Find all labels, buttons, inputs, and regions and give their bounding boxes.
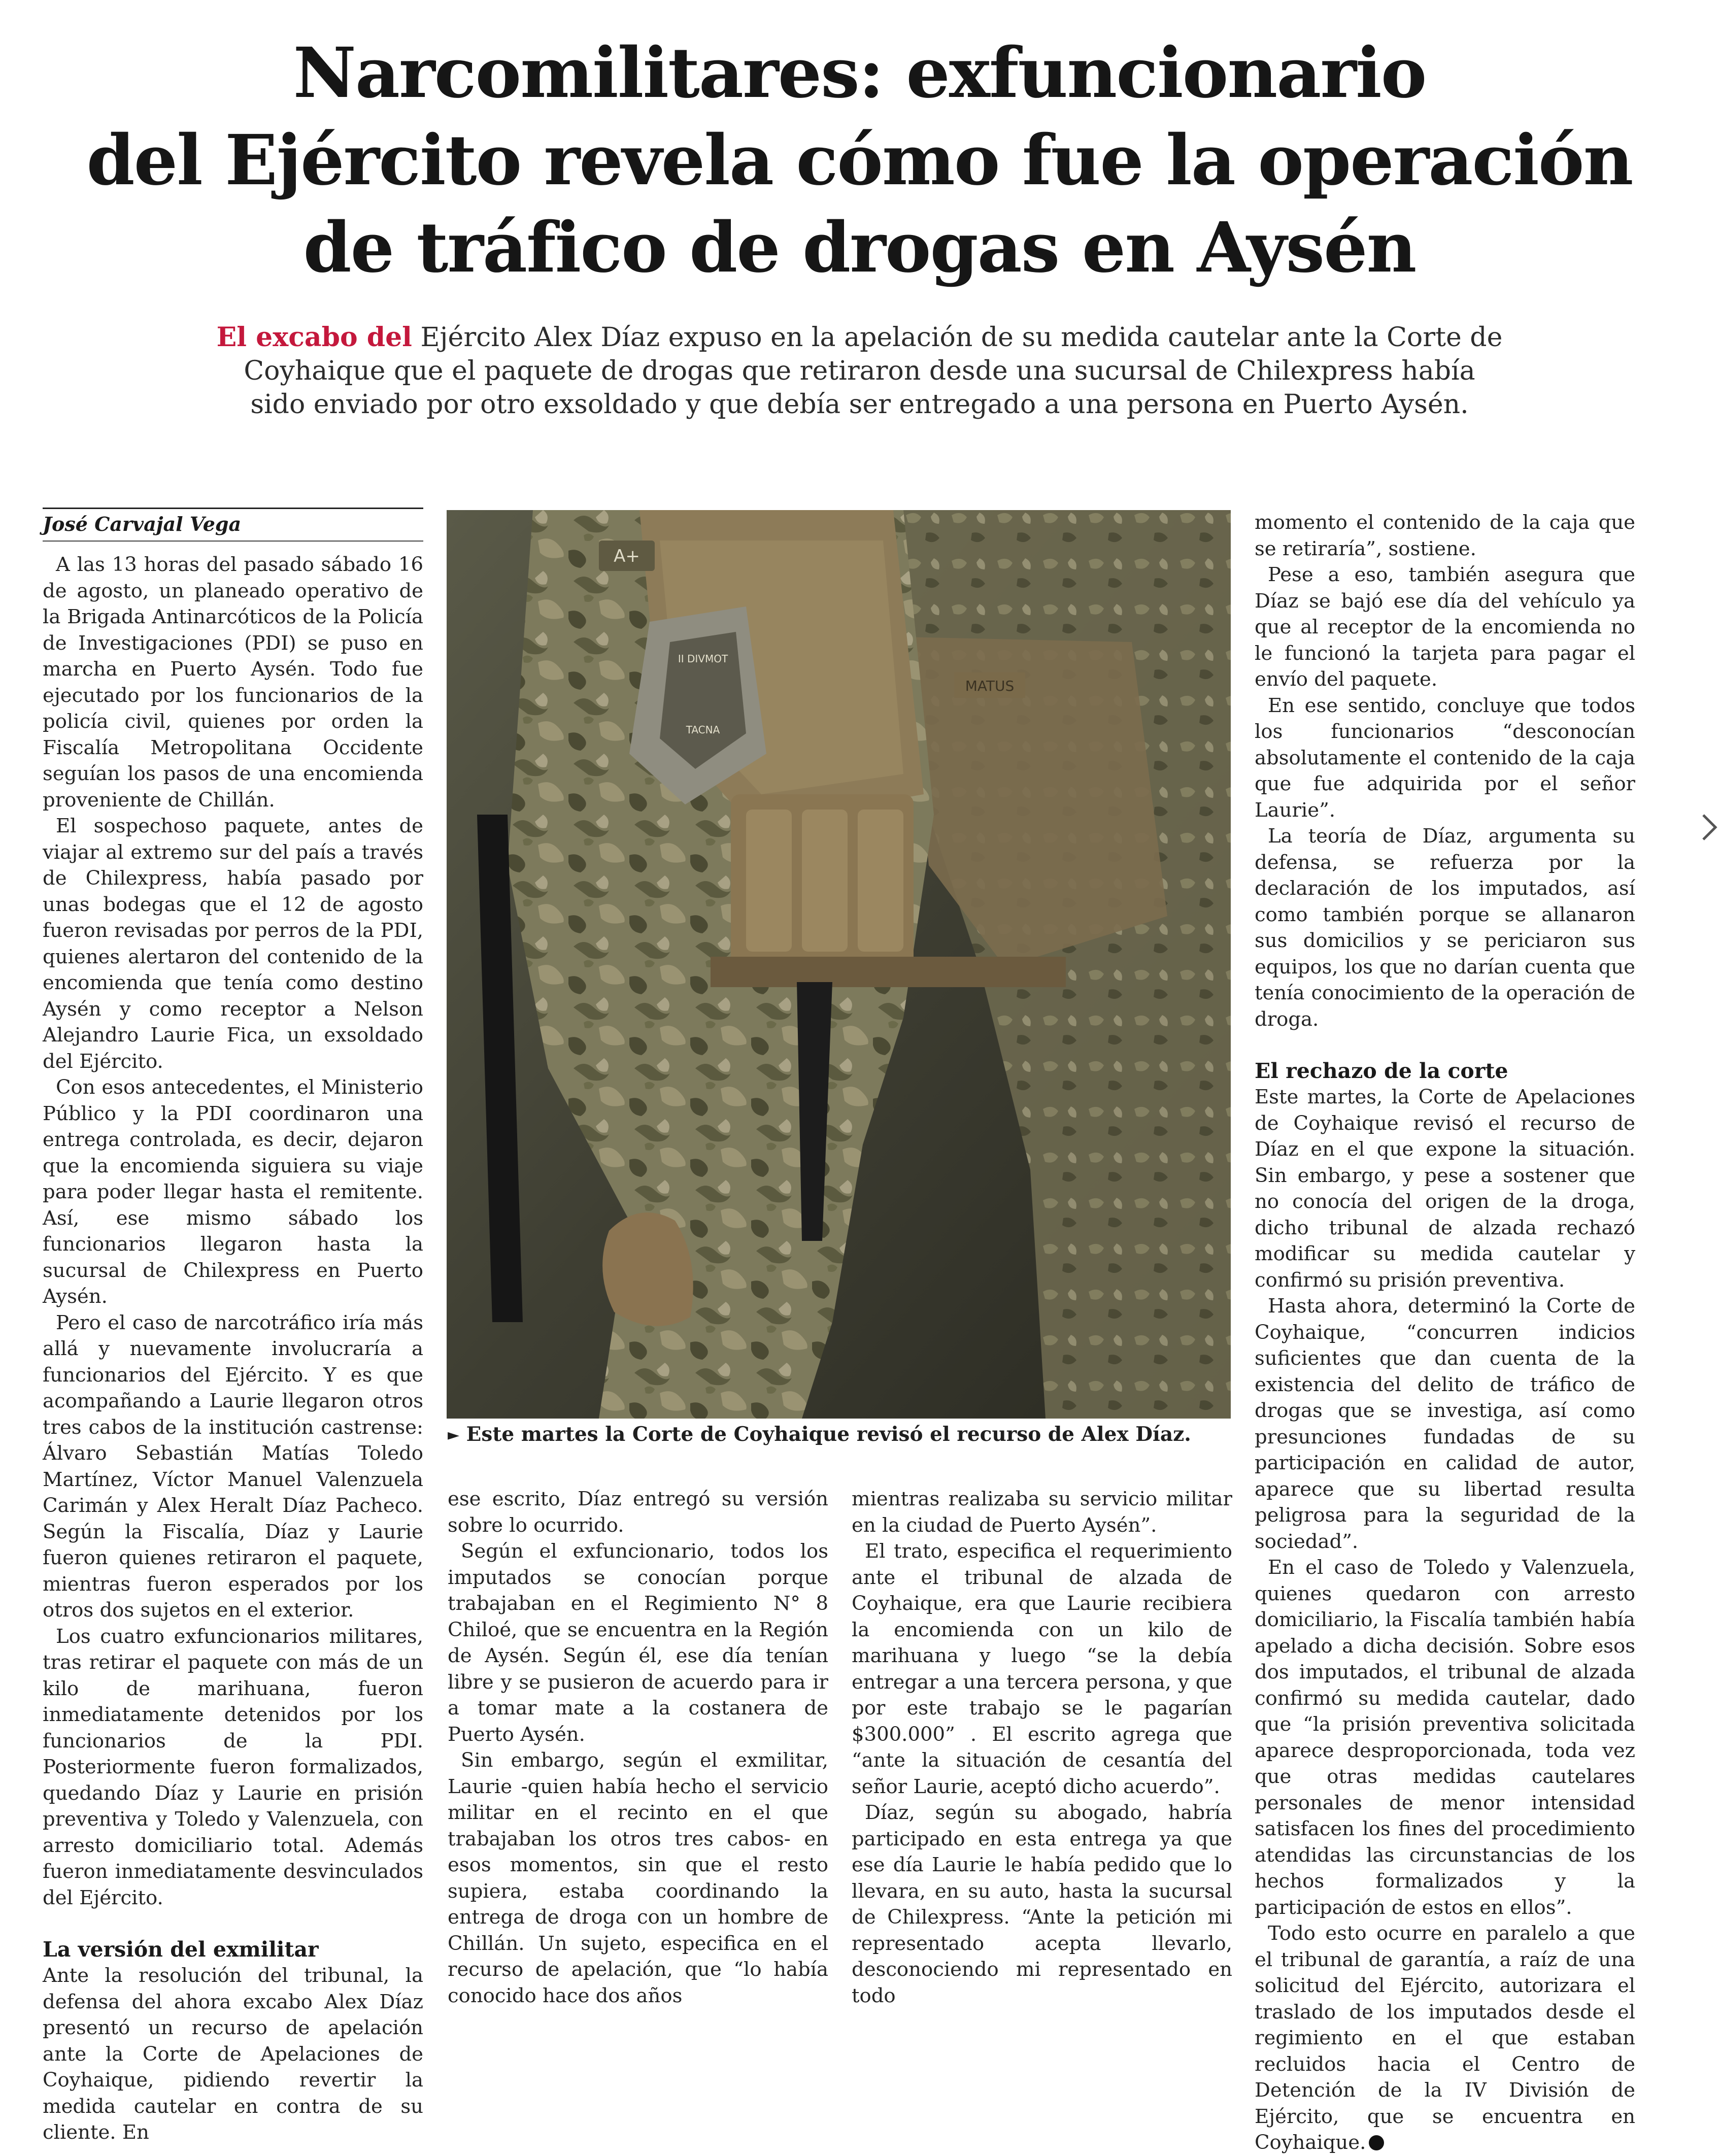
- headline: [51, 29, 1668, 291]
- byline: José Carvajal Vega: [43, 508, 423, 542]
- paragraph: La teoría de Díaz, argumenta su defensa, se refuerza por la declaración de los imputados, así como también porque se allanaron sus domicilios y se periciaron sus equipos, los que no darían cuenta que tenía conocimiento de la operación de droga.: [1255, 825, 1635, 1031]
- headline-line-2: del Ejército revela cómo fue la operación: [86, 120, 1633, 201]
- article-column-4: [1255, 510, 1635, 2156]
- paragraph: El sospechoso paquete, antes de viajar al extremo sur del país a través de Chilexpress, había pasado por unas bodegas que el 12 de agosto fueron revisadas por perros de la PDI, quienes alertaron del contenido de la encomienda que tenía como destino Aysén y como receptor a Nelson Alejandro Laurie Fica, un exsoldado del Ejército.: [43, 815, 423, 1073]
- headline-line-1: Narcomilitares: exfuncionario: [293, 32, 1426, 114]
- paragraph: En el caso de Toledo y Valenzuela, quienes quedaron con arresto domiciliario, la Fiscalía también había apelado a dicha decisión. Sobre esos dos imputados, el tribunal de alzada confirmó su medida cautelar, dado que “la prisión preventiva solicitada aparece desproporcionada, toda vez que otras medidas cautelares personales de menor intensidad satisfacen los fines del procedimiento atendidas las circunstancias de los hechos formalizados y la participación de estos en ellos”.: [1255, 1556, 1635, 1919]
- photo-caption: [448, 1421, 1232, 1448]
- chevron-right-icon[interactable]: [1700, 812, 1718, 843]
- lead-paragraph: [213, 321, 1506, 421]
- headline-line-3: de tráfico de drogas en Aysén: [303, 207, 1416, 288]
- paragraph: Los cuatro exfuncionarios militares, tras retirar el paquete con más de un kilo de marihuana, fueron inmediatamente detenidos por los funcionarios de la PDI. Posteriormente fueron formalizados, quedando Díaz y Laurie en prisión preventiva y Toledo y Valenzuela, con arresto domiciliario total. Además fueron inmediatamente desvinculados del Ejército.: [43, 1625, 423, 1909]
- patch-blood-type: A+: [614, 546, 640, 566]
- paragraph: Hasta ahora, determinó la Corte de Coyhaique, “concurren indicios suficientes que dan cuenta de la existencia del delito de tráfico de drogas que se investiga, así como presunciones fundadas de su participación en calidad de autor, aparece que su libertad resulta peligrosa para la seguridad de la sociedad”.: [1255, 1295, 1635, 1553]
- paragraph: [1255, 1921, 1635, 2156]
- name-tape: MATUS: [965, 678, 1015, 694]
- paragraph: Pese a eso, también asegura que Díaz se bajó ese día del vehículo ya que al receptor de la encomienda no le funcionó la tarjeta para pagar el envío del paquete.: [1255, 563, 1635, 691]
- paragraph: Con esos antecedentes, el Ministerio Público y la PDI coordinaron una entrega controlada, es decir, dejaron que la encomienda siguiera su viaje para poder llegar hasta el remitente. Así, ese mismo sábado los funcionarios llegaron hasta la sucursal de Chilexpress en Puerto Aysén.: [43, 1076, 423, 1308]
- article-column-1: [43, 508, 423, 2146]
- lead-text: Ejército Alex Díaz expuso en la apelación de su medida cautelar ante la Corte de Coyhaique que el paquete de drogas que retiraron desde una sucursal de Chilexpress había sido enviado por otro exsoldado y que debía ser entregado a una persona en Puerto Aysén.: [244, 322, 1503, 420]
- paragraph: mientras realizaba su servicio militar en la ciudad de Puerto Aysén”.: [852, 1488, 1232, 1537]
- paragraph: momento el contenido de la caja que se retiraría”, sostiene.: [1255, 511, 1635, 560]
- article-photo: [447, 510, 1231, 1419]
- paragraph: El trato, especifica el requerimiento ante el tribunal de alzada de Coyhaique, era que Laurie recibiera la encomienda con un kilo de marihuana y luego “se la debía entregar a una tercera persona, y que por este trabajo se le pagarían $300.000” . El escrito agrega que “ante la situación de cesantía del señor Laurie, aceptó dicho acuerdo”.: [852, 1540, 1232, 1798]
- svg-text:II DIVMOT: II DIVMOT: [678, 653, 728, 665]
- svg-text:TACNA: TACNA: [686, 724, 720, 736]
- article-column-3: [852, 1486, 1232, 2009]
- caption-text: Este martes la Corte de Coyhaique revisó el recurso de Alex Díaz.: [466, 1423, 1191, 1446]
- subheading: El rechazo de la corte: [1255, 1059, 1508, 1083]
- paragraph: A las 13 horas del pasado sábado 16 de agosto, un planeado operativo de la Brigada Antinarcóticos de la Policía de Investigaciones (PDI) se puso en marcha en Puerto Aysén. Todo fue ejecutado por los funcionarios de la policía civil, quienes por orden la Fiscalía Metropolitana Occidente seguían los pasos de una encomienda proveniente de Chillán.: [43, 553, 423, 812]
- paragraph: Según el exfuncionario, todos los imputados se conocían porque trabajaban en el Regimiento N° 8 Chiloé, que se encuentra en la Región de Aysén. Según él, ese día tenían libre y se pusieron de acuerdo para ir a tomar mate a la costanera de Puerto Aysén.: [448, 1540, 828, 1746]
- article-column-2: [448, 1486, 828, 2009]
- caption-marker-icon: ►: [448, 1426, 460, 1444]
- paragraph: Sin embargo, según el exmilitar, Laurie -quien había hecho el servicio militar en el recinto en el que trabajaban los otros tres cabos- en esos momentos, sin que el resto supiera, estaba coordinando la entrega de droga con un hombre de Chillán. Un sujeto, especifica en el recurso de apelación, que “lo había conocido hace dos años: [448, 1749, 828, 2007]
- paragraph: En ese sentido, concluye que todos los funcionarios “desconocían absolutamente el contenido de la caja que fue adquirida por el señor Laurie”.: [1255, 694, 1635, 822]
- subheading: La versión del exmilitar: [43, 1937, 319, 1962]
- paragraph: ese escrito, Díaz entregó su versión sobre lo ocurrido.: [448, 1488, 828, 1537]
- paragraph: Este martes, la Corte de Apelaciones de Coyhaique revisó el recurso de Díaz en el que expone la situación. Sin embargo, y pese a sostener que no conocía del origen de la droga, dicho tribunal de alzada rechazó modificar su medida cautelar y confirmó su prisión preventiva.: [1255, 1086, 1635, 1292]
- paragraph: Ante la resolución del tribunal, la defensa del ahora excabo Alex Díaz presentó un recurso de apelación ante la Corte de Apelaciones de Coyhaique, pidiendo revertir la medida cautelar en contra de su cliente. En: [43, 1964, 423, 2144]
- paragraph-text: Todo esto ocurre en paralelo a que el tribunal de garantía, a raíz de una solicitud del Ejército, autorizara el traslado de los imputados desde el regimiento en el que estaban recluidos hacia el Centro de Detención de la IV División de Ejército, que se encuentra en Coyhaique.: [1255, 1922, 1635, 2154]
- lead-kicker: El excabo del: [216, 322, 412, 353]
- end-dot-icon: [1369, 2135, 1384, 2150]
- paragraph: Díaz, según su abogado, habría participado en esta entrega ya que ese día Laurie le había pedido que lo llevara, en su auto, hasta la sucursal de Chilexpress. “Ante la petición mi representado acepta llevarlo, desconociendo mi representado en todo: [852, 1801, 1232, 2007]
- paragraph: Pero el caso de narcotráfico iría más allá y nuevamente involucraría a funcionarios del Ejército. Y es que acompañando a Laurie llegaron otros tres cabos de la institución castrense: Álvaro Sebastián Matías Toledo Martínez, Víctor Manuel Valenzuela Carimán y Alex Heralt Díaz Pacheco. Según la Fiscalía, Díaz y Laurie fueron quienes retiraron el paquete, mientras fueron esperados por los otros dos sujetos en el exterior.: [43, 1311, 423, 1622]
